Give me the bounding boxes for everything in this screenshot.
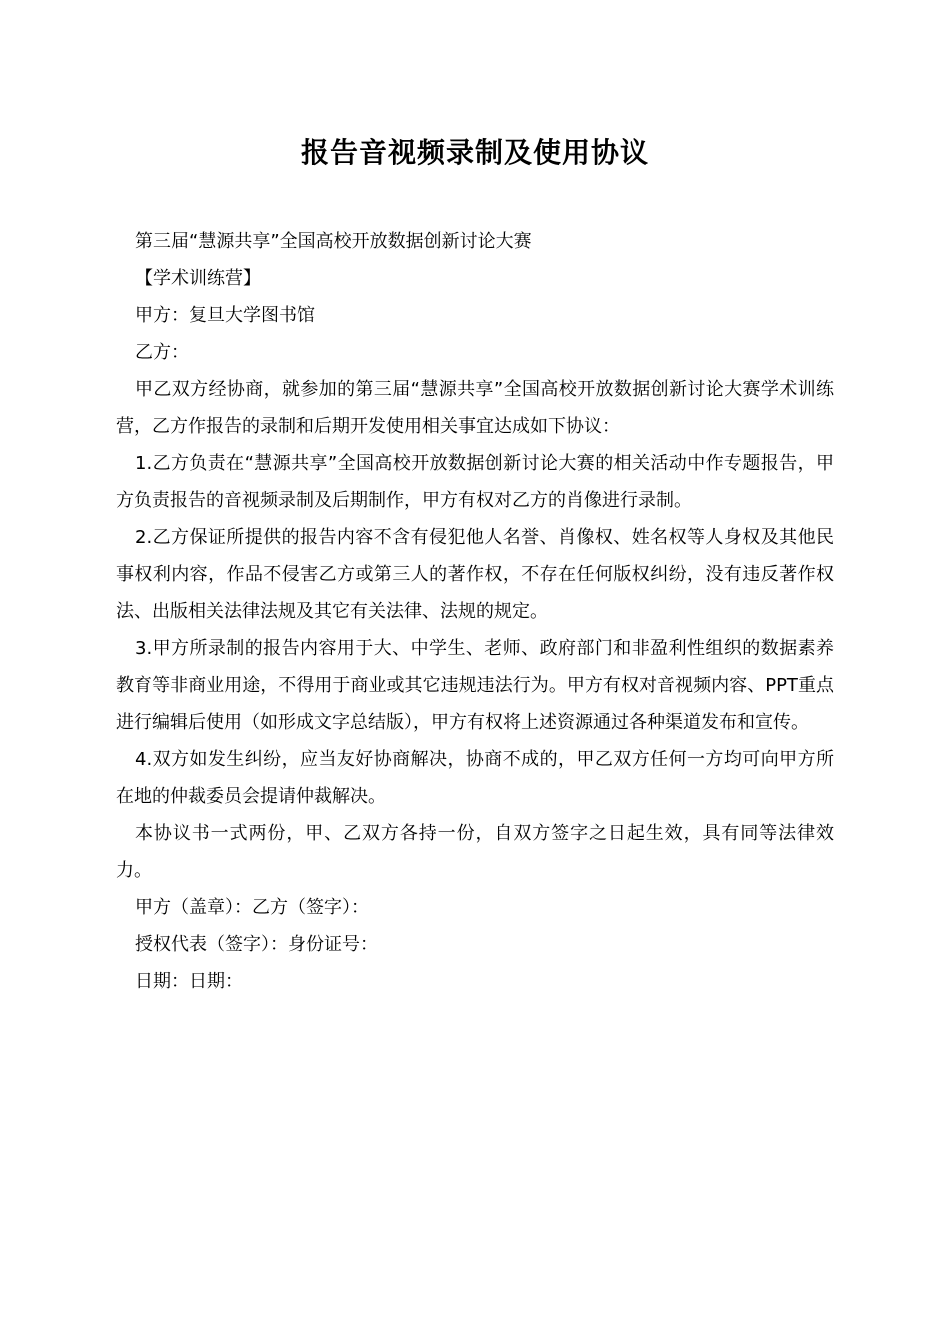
camp-label: 【学术训练营】 [135, 268, 261, 289]
clause-3: 3.甲方所录制的报告内容用于大、中学生、老师、政府部门和非盈利性组织的数据素养教育等非商业用途，不得用于商业或其它违规违法行为。甲方有权对音视频内容、PPT重点进行编辑后使用（如形成文字总结版），甲方有权将上述资源通过各种渠道发布和宣传。 [116, 638, 834, 733]
representative-id-line: 授权代表（签字）：身份证号： [135, 934, 378, 955]
event-name: 第三届“慧源共享”全国高校开放数据创新讨论大赛 [135, 231, 532, 252]
seal-signature-line: 甲方（盖章）：乙方（签字）： [135, 897, 369, 918]
document-body [116, 223, 834, 1000]
clause-2: 2.乙方保证所提供的报告内容不含有侵犯他人名誉、肖像权、姓名权等人身权及其他民事权利内容，作品不侵害乙方或第三人的著作权，不存在任何版权纠纷，没有违反著作权法、出版相关法律法规及其它有关法律、法规的规定。 [116, 527, 834, 622]
clause-4: 4.双方如发生纠纷，应当友好协商解决，协商不成的，甲乙双方任何一方均可向甲方所在地的仲裁委员会提请仲裁解决。 [116, 749, 834, 807]
copies-paragraph: 本协议书一式两份，甲、乙双方各持一份，自双方签字之日起生效，具有同等法律效力。 [116, 823, 834, 881]
document-title: 报告音视频录制及使用协议 [300, 136, 649, 169]
date-line: 日期：日期： [135, 971, 243, 992]
party-b: 乙方： [135, 342, 189, 363]
party-a: 甲方：复旦大学图书馆 [135, 305, 315, 326]
intro-paragraph: 甲乙双方经协商，就参加的第三届“慧源共享”全国高校开放数据创新讨论大赛学术训练营，乙方作报告的录制和后期开发使用相关事宜达成如下协议： [116, 379, 834, 437]
clause-1: 1.乙方负责在“慧源共享”全国高校开放数据创新讨论大赛的相关活动中作专题报告，甲方负责报告的音视频录制及后期制作，甲方有权对乙方的肖像进行录制。 [116, 453, 834, 511]
